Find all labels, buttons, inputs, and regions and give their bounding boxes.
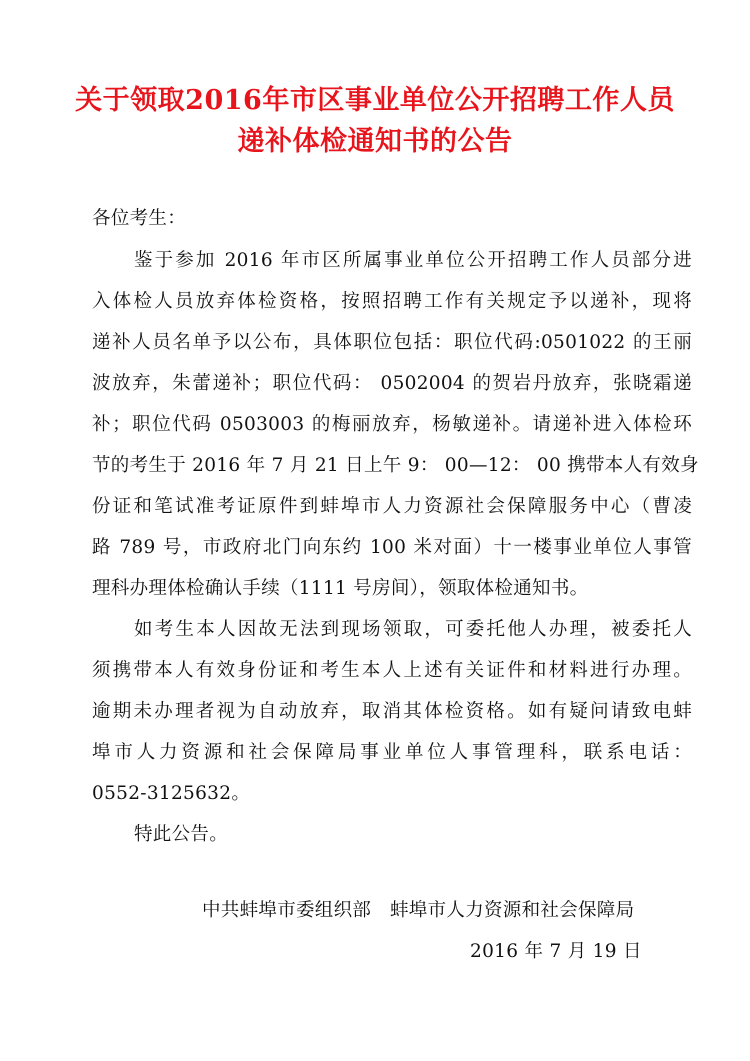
- salutation: 各位考生：: [92, 208, 187, 229]
- paragraph-1-line: 入体检人员放弃体检资格，按照招聘工作有关规定予以递补，现将: [92, 291, 692, 312]
- paragraph-1-line: 理科办理体检确认手续（1111 号房间），领取体检通知书。: [92, 578, 589, 599]
- paragraph-1-line: 递补人员名单予以公布，具体职位包括：职位代码:0501022 的王丽: [92, 332, 692, 353]
- paragraph-2-line: 如考生本人因故无法到现场领取，可委托他人办理，被委托人: [134, 619, 692, 640]
- paragraph-1-line: 路 789 号，市政府北门向东约 100 米对面）十一楼事业单位人事管: [92, 537, 692, 558]
- paragraph-1-line: 补；职位代码 0503003 的梅丽放弃，杨敏递补。请递补进入体检环: [92, 414, 692, 435]
- document-title-line-2: 递补体检通知书的公告: [237, 126, 513, 157]
- paragraph-1-line: 鉴于参加 2016 年市区所属事业单位公开招聘工作人员部分进: [134, 250, 692, 271]
- paragraph-2-line: 0552-3125632。: [92, 783, 251, 804]
- paragraph-2-line: 须携带本人有效身份证和考生本人上述有关证件和材料进行办理。: [92, 660, 692, 681]
- closing-text: 特此公告。: [134, 824, 229, 845]
- paragraph-1-line: 节的考生于 2016 年 7 月 21 日上午 9： 00—12： 00 携带本人有效身: [92, 455, 699, 476]
- paragraph-1-line: 份证和笔试准考证原件到蚌埠市人力资源社会保障服务中心（曹凌: [92, 496, 692, 517]
- document-title-line-1: 关于领取2016年市区事业单位公开招聘工作人员: [75, 85, 675, 116]
- signature-organizations: 中共蚌埠市委组织部 蚌埠市人力资源和社会保障局: [202, 900, 635, 921]
- document-date: 2016 年 7 月 19 日: [470, 941, 642, 962]
- paragraph-2-line: 埠市人力资源和社会保障局事业单位人事管理科，联系电话：: [92, 742, 692, 763]
- paragraph-2-line: 逾期未办理者视为自动放弃，取消其体检资格。如有疑问请致电蚌: [92, 701, 692, 722]
- paragraph-1-line: 波放弃，朱蕾递补；职位代码： 0502004 的贺岩丹放弃，张晓霜递: [92, 373, 692, 394]
